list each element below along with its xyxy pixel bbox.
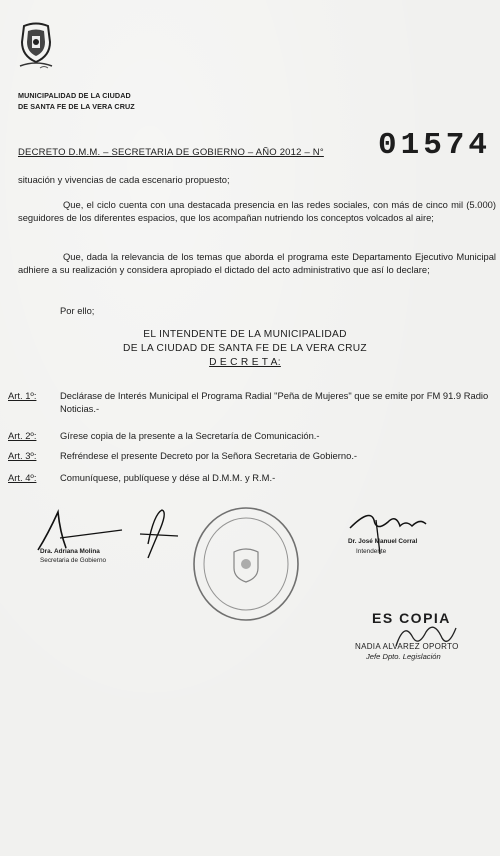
municipal-seal-icon [16, 22, 56, 72]
intendente-line-1: EL INTENDENTE DE LA MUNICIPALIDAD [143, 329, 347, 340]
decree-header: DECRETO D.M.M. – SECRETARIA DE GOBIERNO – AÑO 2012 – N° [18, 147, 324, 158]
paragraph-2: Que, el ciclo cuenta con una destacada presencia en las redes sociales, con más de cinco mil (5.000) seguidores de los diferentes espacios, que los acompañan nutriendo los conceptos volcados al aire; [18, 199, 496, 223]
paragraph-1: situación y vivencias de cada escenario propuesto; [18, 174, 230, 185]
intendente-name: Dr. José Manuel Corral [348, 538, 418, 545]
intendente-line-2: DE LA CIUDAD DE SANTA FE DE LA VERA CRUZ [123, 343, 367, 354]
copy-certifier-role: Jefe Dpto. Legislación [366, 652, 441, 661]
article-label: Art. 2º: [8, 430, 37, 441]
decreta-heading: D E C R E T A: [209, 357, 281, 368]
article-label: Art. 3º: [8, 450, 37, 461]
paragraph-3: Que, dada la relevancia de los temas que aborda el programa este Departamento Ejecutivo Municipal adhiere a su realización y considera apropiado el dictado del acto administrativo que así lo declare; [18, 251, 496, 275]
es-copia-stamp: ES COPIA [372, 610, 451, 626]
copy-certifier-name: NADIA ALVAREZ OPORTO [355, 642, 459, 651]
por-ello: Por ello; [60, 305, 95, 316]
secretary-name: Dra. Adriana Molina [40, 548, 100, 555]
official-stamp-icon [190, 504, 302, 624]
article-text: Refréndese el presente Decreto por la Señora Secretaria de Gobierno.- [60, 450, 358, 461]
article-text: Gírese copia de la presente a la Secretaría de Comunicación.- [60, 430, 320, 441]
municipality-name [18, 90, 135, 112]
intendente-signature-icon [340, 500, 440, 556]
secretary-role: Secretaria de Gobierno [40, 557, 107, 564]
intendente-role: Intendente [356, 548, 387, 555]
municipality-line-2: DE SANTA FE DE LA VERA CRUZ [18, 102, 135, 111]
article-label: Art. 4º: [8, 472, 37, 483]
article-text: Comuníquese, publíquese y dése al D.M.M. y R.M.- [60, 472, 276, 483]
article-text: Declárase de Interés Municipal el Programa Radial "Peña de Mujeres" que se emite por FM 91.9 Radio Noticias.- [60, 390, 489, 414]
article-label: Art. 1º: [8, 390, 37, 401]
decree-number: 01574 [378, 128, 492, 163]
intendente-heading [70, 328, 420, 370]
municipality-line-1: MUNICIPALIDAD DE LA CIUDAD [18, 91, 131, 100]
